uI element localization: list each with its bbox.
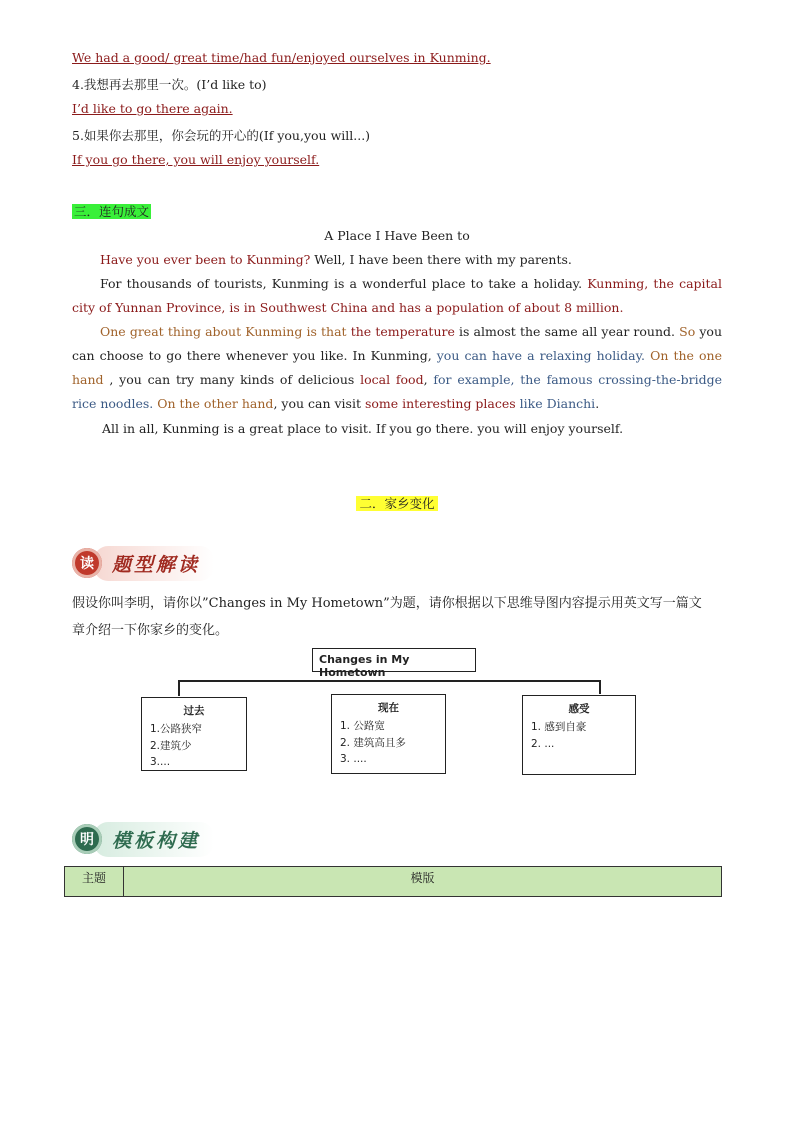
answer-line-3: We had a good/ great time/had fun/enjoyed ourselves in Kunming. <box>72 50 491 65</box>
instruction-line-1: 假设你叫李明，请你以”Changes in My Hometown”为题，请你根据以下思维导图内容提示用英文写一篇文 <box>72 596 702 611</box>
section-heading-3: 三．连句成文 <box>74 204 150 219</box>
table-header-template: 模版 <box>124 867 722 897</box>
prompt-line-4: 4.我想再去那里一次。(I’d like to) <box>72 77 267 92</box>
prompt-line-5: 5.如果你去那里，你会玩的开心的(If you,you will...) <box>72 128 371 143</box>
badge-bright-icon: 明 <box>72 824 102 854</box>
instruction-line-2: 章介绍一下你家乡的变化。 <box>72 623 229 638</box>
mindmap-branch-right <box>599 680 601 694</box>
section-heading-2: 二．家乡变化 <box>0 494 794 512</box>
answer-line-5: If you go there, you will enjoy yourself. <box>72 152 320 167</box>
mindmap-branch-left <box>178 680 180 696</box>
essay-paragraph-2: For thousands of tourists, Kunming is a wonderful place to take a holiday. Kunming, the capital city of Yunnan Province, is in Southwest China and has a population of about 8 million. <box>72 276 722 315</box>
essay-title: A Place I Have Been to <box>324 228 470 243</box>
mindmap-root: Changes in My Hometown <box>312 648 476 672</box>
mindmap-box-present: 现在 1. 公路宽 2. 建筑高且多 3. .... <box>331 694 446 774</box>
essay-paragraph-1: Have you ever been to Kunming? Well, I have been there with my parents. <box>100 252 572 267</box>
mindmap-box-feelings: 感受 1. 感到自豪 2. ... <box>522 695 636 775</box>
badge-read-icon: 读 <box>72 548 102 578</box>
badge-label: 题型解读 <box>94 546 214 581</box>
badge-template-building <box>72 822 214 856</box>
answer-line-4: I’d like to go there again. <box>72 101 233 116</box>
mindmap-box-past: 过去 1.公路狭窄 2.建筑少 3.... <box>141 697 247 771</box>
essay-paragraph-4: All in all, Kunming is a great place to visit. If you go there. you will enjoy yourself. <box>102 421 624 436</box>
template-table <box>64 866 722 897</box>
essay-paragraph-3: One great thing about Kunming is that the temperature is almost the same all year round. So you can choose to go there whenever you like. In Kunming, you can have a relaxing holiday. On the one hand , you can try many kinds of delicious local food, for example, the famous crossing-the-bridge rice noodles. On the other hand, you can visit some interesting places like Dianchi. <box>72 324 723 411</box>
table-header-topic: 主题 <box>65 867 124 897</box>
badge-label: 模板构建 <box>94 822 214 857</box>
table-row <box>65 867 722 897</box>
badge-question-analysis <box>72 546 214 580</box>
mindmap-connector <box>179 680 600 682</box>
